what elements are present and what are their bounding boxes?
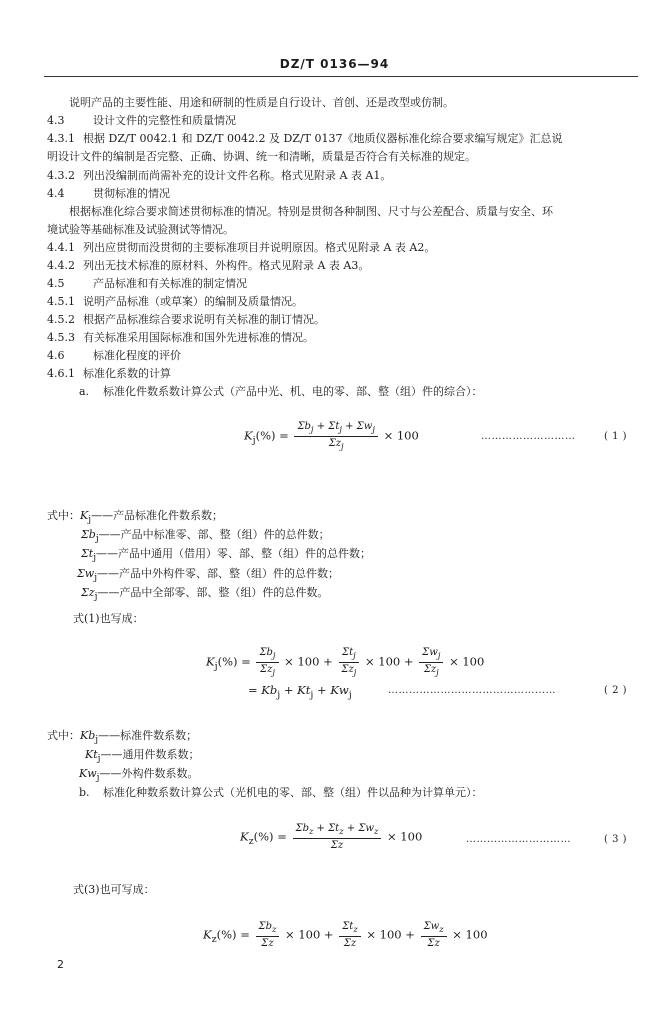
- fraction-numerator: [339, 921, 360, 937]
- fraction-denominator: [338, 663, 359, 678]
- formula-fraction: [421, 921, 447, 950]
- section-number: 4.5: [47, 277, 65, 290]
- equation-number: ( 1 ): [604, 431, 628, 442]
- den-term: Σz: [423, 664, 437, 675]
- definition-row: [47, 728, 199, 747]
- def-symbol: Kw: [79, 767, 97, 781]
- section-heading: [47, 366, 637, 381]
- fraction-numerator: [419, 647, 443, 663]
- leader-dots: …………………………: [466, 834, 571, 845]
- num-sub: z: [439, 924, 444, 934]
- formula-op: × 100 +: [284, 654, 333, 669]
- num-term: + Σw: [343, 823, 374, 834]
- formula-lhs: K: [244, 428, 253, 443]
- text-line: 说明产品的主要性能、用途和研制的性质是自行设计、首创、还是改型或仿制。: [69, 96, 454, 109]
- section-number: 4.6.1: [47, 367, 75, 380]
- definition-row: [47, 508, 371, 527]
- def-symbol: Σz: [81, 585, 95, 599]
- num-sub: j: [372, 424, 375, 434]
- formula-2-line-2: [248, 683, 352, 700]
- page-header: DZ/T 0136—94: [279, 57, 390, 71]
- leader-dots: ………………………: [481, 431, 576, 442]
- def-sub: j: [94, 571, 98, 583]
- fraction-denominator: [258, 937, 276, 950]
- num-term: + Σw: [341, 421, 373, 432]
- formula-tail: × 100: [449, 654, 485, 669]
- text-line: [79, 785, 669, 800]
- num-sub: z: [271, 924, 277, 934]
- def-symbol: Σb: [81, 528, 96, 542]
- def-symbol: Σt: [81, 547, 94, 561]
- def-text: ——标准件数系数；: [98, 729, 198, 742]
- num-sub: j: [339, 424, 342, 434]
- def-sub: j: [97, 753, 101, 765]
- formula-tail: × 100: [452, 927, 488, 942]
- def-sub: j: [95, 533, 99, 545]
- def-intro: 式中：: [47, 729, 80, 742]
- section-text: 说明产品标准（或草案）的编制及质量情况。: [83, 295, 303, 308]
- def-sub: j: [94, 590, 98, 602]
- text-line: [47, 168, 637, 183]
- section-title: 标准化程度的评价: [93, 349, 181, 362]
- text-line: [47, 258, 637, 273]
- section-number: 4.3: [47, 114, 65, 127]
- num-term: Σt: [342, 647, 354, 658]
- text-line: 境试验等基础标准及试验测试等情况。: [47, 223, 234, 236]
- section-number: 4.3.2: [47, 169, 75, 182]
- definition-row: [47, 546, 371, 565]
- num-term: Σt: [342, 921, 354, 932]
- num-sub: z: [339, 826, 344, 836]
- formula-fraction: [256, 921, 280, 950]
- formula-eq: (%) =: [253, 829, 287, 844]
- definitions-1: [47, 508, 371, 604]
- def-symbol: K: [80, 509, 89, 522]
- formula-4: [203, 921, 488, 950]
- formula-term: + Kt: [280, 683, 311, 697]
- section-number: 4.5.1: [47, 295, 75, 308]
- def-sub: j: [93, 552, 97, 564]
- num-term: Σb: [295, 823, 309, 834]
- formula-tail: × 100: [387, 829, 423, 844]
- header-rule: [44, 76, 638, 77]
- fraction-numerator: [256, 921, 280, 937]
- formula-3: [240, 823, 422, 852]
- text-line: [47, 312, 637, 327]
- section-heading: [47, 276, 637, 291]
- num-sub: z: [308, 826, 314, 836]
- fraction-numerator: [339, 647, 359, 663]
- text-line: [47, 294, 637, 309]
- formula-sub: j: [277, 689, 281, 701]
- text-line: 根据标准化综合要求简述贯彻标准的情况。特别是贯彻各种制图、尺寸与公差配合、质量与安全、环: [69, 205, 553, 218]
- num-sub: j: [437, 650, 441, 660]
- fraction-denominator: [328, 839, 346, 852]
- formula-op: × 100 +: [364, 654, 414, 669]
- formula-1: [244, 421, 419, 452]
- den-sub: j: [272, 667, 275, 677]
- section-number: 4.4: [47, 187, 65, 200]
- definition-row: [47, 527, 371, 546]
- equation-number: ( 3 ): [604, 834, 628, 845]
- definition-row: [47, 766, 199, 785]
- def-text: ——产品中通用（借用）零、部、整（组）件的总件数；: [96, 547, 372, 561]
- formula-sub: z: [248, 835, 254, 847]
- section-number: 4.4.2: [47, 259, 75, 272]
- section-text: 列出无技术标准的原材料、外构件。格式见附录 A 表 A3。: [83, 259, 370, 272]
- text-line: 式(3)也可写成：: [73, 883, 155, 896]
- equation-number: ( 2 ): [604, 685, 628, 696]
- formula-fraction: [256, 647, 278, 678]
- formula-eq: (%) =: [255, 428, 289, 443]
- definitions-2: [47, 728, 199, 786]
- fraction-numerator: [256, 647, 278, 663]
- formula-eq: (%) =: [217, 654, 251, 669]
- den-term: Σz: [330, 840, 344, 851]
- den-term: Σz: [427, 938, 440, 949]
- definition-row: [47, 747, 199, 766]
- section-title: 贯彻标准的情况: [93, 187, 170, 200]
- text-line: 明设计文件的编制是否完整、正确、协调、统一和清晰，质量是否符合有关标准的规定。: [47, 150, 476, 163]
- def-symbol: Kt: [85, 748, 98, 762]
- num-term: Σw: [423, 921, 440, 932]
- fraction-denominator: [257, 663, 278, 678]
- section-text: 列出没编制而尚需补充的设计文件名称。格式见附录 A 表 A1。: [83, 169, 392, 182]
- definition-row: [47, 566, 371, 585]
- formula-op: × 100 +: [285, 927, 334, 942]
- den-sub: j: [436, 667, 439, 677]
- num-term: Σb: [259, 647, 273, 658]
- section-title: 标准化系数的计算: [83, 367, 171, 380]
- formula-lhs: K: [240, 829, 249, 844]
- def-sub: j: [95, 734, 99, 746]
- def-symbol: Σw: [77, 566, 95, 580]
- def-text: ——通用件数系数；: [100, 748, 200, 762]
- fraction-numerator: [293, 823, 382, 839]
- fraction-denominator: [421, 663, 442, 678]
- fraction-denominator: [341, 937, 359, 950]
- formula-eq: (%) =: [216, 927, 250, 942]
- num-term: + Σt: [313, 823, 340, 834]
- def-text: ——产品中全部零、部、整（组）件的总件数。: [97, 585, 329, 599]
- den-term: Σz: [328, 438, 342, 449]
- den-term: Σz: [341, 664, 354, 675]
- def-text: ——外构件数系数。: [99, 767, 199, 781]
- num-sub: j: [310, 424, 314, 434]
- item-text: 标准化件数系数计算公式（产品中光、机、电的零、部、整（组）件的综合）：: [103, 385, 483, 398]
- formula-op: × 100 +: [366, 927, 415, 942]
- num-term: Σb: [258, 921, 272, 932]
- num-term: Σb: [297, 421, 311, 432]
- item-marker: a.: [79, 385, 90, 398]
- num-sub: j: [272, 650, 276, 660]
- def-sub: j: [88, 514, 92, 526]
- section-heading: [47, 186, 637, 201]
- den-term: Σz: [261, 938, 274, 949]
- formula-sub: z: [211, 933, 217, 945]
- text-line: 式(1)也写成：: [73, 612, 144, 625]
- def-text: ——产品标准化件数系数；: [91, 509, 224, 522]
- formula-term: = Kb: [248, 683, 278, 697]
- num-term: Σw: [422, 647, 438, 658]
- formula-sub: j: [310, 689, 314, 701]
- def-text: ——产品中外构件零、部、整（组）件的总件数；: [97, 566, 340, 580]
- item-marker: b.: [79, 786, 90, 799]
- text-line: [47, 240, 637, 255]
- leader-dots: …………………………………………: [388, 685, 556, 696]
- formula-lhs: K: [203, 927, 212, 942]
- formula-term: + Kw: [313, 683, 349, 697]
- formula-fraction: [419, 647, 443, 678]
- text-line: [47, 131, 637, 146]
- section-text: 根据产品标准综合要求说明有关标准的制订情况。: [83, 313, 325, 326]
- def-intro: 式中：: [47, 509, 80, 522]
- section-number: 4.3.1: [47, 132, 75, 145]
- formula-sub: j: [348, 689, 352, 701]
- def-sub: j: [96, 772, 100, 784]
- formula-lhs: K: [206, 654, 215, 669]
- section-heading: [47, 348, 637, 363]
- section-text: 有关标准采用国际标准和国外先进标准的情况。: [83, 331, 314, 344]
- formula-fraction: [339, 921, 360, 950]
- item-text: 标准化种数系数计算公式（光机电的零、部、整（组）件以品种为计算单元）：: [103, 786, 483, 799]
- section-title: 产品标准和有关标准的制定情况: [93, 277, 247, 290]
- formula-sub: j: [252, 434, 256, 446]
- den-term: Σz: [260, 664, 273, 675]
- fraction-numerator: [294, 421, 377, 437]
- section-number: 4.5.3: [47, 331, 75, 344]
- section-heading: [47, 113, 637, 128]
- den-sub: j: [341, 441, 344, 451]
- num-sub: j: [353, 650, 356, 660]
- den-sub: j: [353, 667, 357, 677]
- section-number: 4.4.1: [47, 241, 75, 254]
- den-term: Σz: [343, 938, 357, 949]
- formula-fraction: [294, 421, 377, 452]
- fraction-denominator: [326, 437, 347, 452]
- page-number: 2: [57, 958, 64, 971]
- formula-sub: j: [214, 660, 218, 672]
- section-title: 设计文件的完整性和质量情况: [93, 114, 236, 127]
- section-text: 列出应贯彻而没贯彻的主要标准项目并说明原因。格式见附录 A 表 A2。: [83, 241, 436, 254]
- fraction-denominator: [424, 937, 442, 950]
- num-sub: z: [353, 924, 358, 934]
- formula-fraction: [293, 823, 382, 852]
- text-line: [47, 330, 637, 345]
- section-number: 4.5.2: [47, 313, 75, 326]
- def-symbol: Kb: [80, 729, 96, 742]
- section-number: 4.6: [47, 349, 65, 362]
- section-text: 根据 DZ/T 0042.1 和 DZ/T 0042.2 及 DZ/T 0137《地质仪器标准化综合要求编写规定》汇总说: [83, 132, 563, 145]
- fraction-numerator: [421, 921, 447, 937]
- formula-tail: × 100: [383, 428, 419, 443]
- text-line: [79, 384, 669, 399]
- definition-row: [47, 585, 371, 604]
- formula-fraction: [338, 647, 359, 678]
- formula-2: [206, 647, 484, 678]
- def-text: ——产品中标准零、部、整（组）件的总件数；: [98, 528, 330, 542]
- num-term: + Σt: [313, 421, 340, 432]
- num-sub: z: [373, 826, 379, 836]
